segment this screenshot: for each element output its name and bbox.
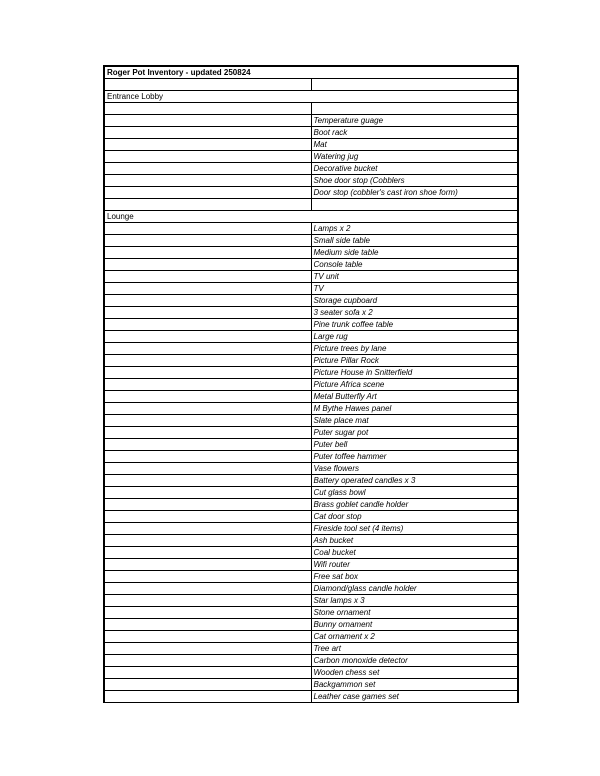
item-cell (311, 79, 518, 91)
item-cell: Backgammon set (311, 679, 518, 691)
item-cell: Cut glass bowl (311, 487, 518, 499)
item-cell: Decorative bucket (311, 163, 518, 175)
table-row (105, 487, 518, 499)
item-cell: Diamond/glass candle holder (311, 583, 518, 595)
table-row (105, 415, 518, 427)
title-row (105, 66, 518, 79)
section-cell (105, 571, 312, 583)
table-row (105, 355, 518, 367)
section-cell (105, 187, 312, 199)
item-cell: Picture House in Snitterfield (311, 367, 518, 379)
table-row (105, 631, 518, 643)
table-row (105, 439, 518, 451)
item-cell: Leather case games set (311, 691, 518, 703)
section-cell (105, 295, 312, 307)
item-cell: 3 seater sofa x 2 (311, 307, 518, 319)
item-cell: Small side table (311, 235, 518, 247)
section-cell (105, 691, 312, 703)
table-row (105, 175, 518, 187)
item-cell: Carbon monoxide detector (311, 655, 518, 667)
section-cell (105, 631, 312, 643)
section-cell (105, 475, 312, 487)
item-cell: Storage cupboard (311, 295, 518, 307)
item-cell: Door stop (cobbler's cast iron shoe form) (311, 187, 518, 199)
table-row (105, 103, 518, 115)
table-row (105, 571, 518, 583)
section-cell (105, 175, 312, 187)
item-cell: Coal bucket (311, 547, 518, 559)
table-row (105, 475, 518, 487)
item-cell: Wifi router (311, 559, 518, 571)
item-cell: Ash bucket (311, 535, 518, 547)
sheet-title: Roger Pot Inventory - updated 250824 (105, 66, 518, 79)
item-cell: TV (311, 283, 518, 295)
table-row (105, 379, 518, 391)
table-row (105, 559, 518, 571)
item-cell: Picture trees by lane (311, 343, 518, 355)
section-cell (105, 307, 312, 319)
section-cell (105, 523, 312, 535)
section-cell (105, 199, 312, 211)
section-cell (105, 439, 312, 451)
item-cell: Mat (311, 139, 518, 151)
item-cell: Tree art (311, 643, 518, 655)
item-cell: Large rug (311, 331, 518, 343)
section-cell (105, 367, 312, 379)
item-cell: Fireside tool set (4 items) (311, 523, 518, 535)
section-heading: Entrance Lobby (105, 91, 518, 103)
section-cell (105, 103, 312, 115)
section-cell (105, 331, 312, 343)
section-cell (105, 271, 312, 283)
section-cell (105, 499, 312, 511)
section-cell (105, 247, 312, 259)
section-cell (105, 127, 312, 139)
item-cell: TV unit (311, 271, 518, 283)
section-cell (105, 487, 312, 499)
table-row (105, 463, 518, 475)
table-row (105, 643, 518, 655)
item-cell: Cat door stop (311, 511, 518, 523)
section-heading: Lounge (105, 211, 518, 223)
item-cell: Star lamps x 3 (311, 595, 518, 607)
item-cell: Puter sugar pot (311, 427, 518, 439)
item-cell: M Bythe Hawes panel (311, 403, 518, 415)
table-row (105, 499, 518, 511)
table-row (105, 427, 518, 439)
table-row (105, 583, 518, 595)
table-row (105, 295, 518, 307)
section-cell (105, 403, 312, 415)
item-cell: Console table (311, 259, 518, 271)
table-row (105, 223, 518, 235)
section-cell (105, 235, 312, 247)
section-cell (105, 115, 312, 127)
table-row (105, 655, 518, 667)
section-cell (105, 319, 312, 331)
table-row (105, 367, 518, 379)
section-cell (105, 139, 312, 151)
section-cell (105, 223, 312, 235)
section-cell (105, 451, 312, 463)
item-cell: Puter bell (311, 439, 518, 451)
table-row (105, 607, 518, 619)
section-cell (105, 667, 312, 679)
table-row (105, 679, 518, 691)
table-row (105, 235, 518, 247)
inventory-table (104, 65, 518, 703)
item-cell: Temperature guage (311, 115, 518, 127)
item-cell: Boot rack (311, 127, 518, 139)
item-cell: Watering jug (311, 151, 518, 163)
section-cell (105, 463, 312, 475)
section-cell (105, 535, 312, 547)
table-row (105, 91, 518, 103)
item-cell: Puter toffee hammer (311, 451, 518, 463)
section-cell (105, 679, 312, 691)
table-row (105, 391, 518, 403)
section-cell (105, 607, 312, 619)
table-row (105, 451, 518, 463)
item-cell: Slate place mat (311, 415, 518, 427)
section-cell (105, 619, 312, 631)
table-row (105, 115, 518, 127)
item-cell: Battery operated candles x 3 (311, 475, 518, 487)
table-row (105, 667, 518, 679)
table-row (105, 283, 518, 295)
table-row (105, 307, 518, 319)
section-cell (105, 355, 312, 367)
item-cell: Picture Africa scene (311, 379, 518, 391)
item-cell: Lamps x 2 (311, 223, 518, 235)
item-cell: Bunny ornament (311, 619, 518, 631)
section-cell (105, 583, 312, 595)
table-row (105, 127, 518, 139)
table-row (105, 271, 518, 283)
item-cell: Shoe door stop (Cobblers (311, 175, 518, 187)
table-row (105, 619, 518, 631)
section-cell (105, 283, 312, 295)
item-cell (311, 199, 518, 211)
item-cell: Medium side table (311, 247, 518, 259)
table-row (105, 163, 518, 175)
section-cell (105, 151, 312, 163)
section-cell (105, 415, 312, 427)
item-cell: Picture Pillar Rock (311, 355, 518, 367)
table-row (105, 247, 518, 259)
section-cell (105, 643, 312, 655)
table-row (105, 691, 518, 703)
item-cell: Pine trunk coffee table (311, 319, 518, 331)
table-row (105, 331, 518, 343)
table-row (105, 211, 518, 223)
table-row (105, 547, 518, 559)
table-row (105, 523, 518, 535)
table-row (105, 343, 518, 355)
table-row (105, 511, 518, 523)
item-cell: Stone ornament (311, 607, 518, 619)
table-row (105, 259, 518, 271)
table-row (105, 403, 518, 415)
item-cell (311, 103, 518, 115)
table-row (105, 199, 518, 211)
section-cell (105, 391, 312, 403)
item-cell: Free sat box (311, 571, 518, 583)
table-row (105, 595, 518, 607)
item-cell: Vase flowers (311, 463, 518, 475)
section-cell (105, 259, 312, 271)
section-cell (105, 595, 312, 607)
section-cell (105, 655, 312, 667)
item-cell: Metal Butterfly Art (311, 391, 518, 403)
inventory-sheet (103, 65, 519, 703)
section-cell (105, 547, 312, 559)
section-cell (105, 427, 312, 439)
table-row (105, 79, 518, 91)
section-cell (105, 343, 312, 355)
table-row (105, 187, 518, 199)
table-row (105, 319, 518, 331)
section-cell (105, 379, 312, 391)
section-cell (105, 163, 312, 175)
item-cell: Cat ornament x 2 (311, 631, 518, 643)
table-row (105, 151, 518, 163)
item-cell: Wooden chess set (311, 667, 518, 679)
table-row (105, 535, 518, 547)
item-cell: Brass goblet candle holder (311, 499, 518, 511)
section-cell (105, 79, 312, 91)
table-row (105, 139, 518, 151)
section-cell (105, 559, 312, 571)
section-cell (105, 511, 312, 523)
